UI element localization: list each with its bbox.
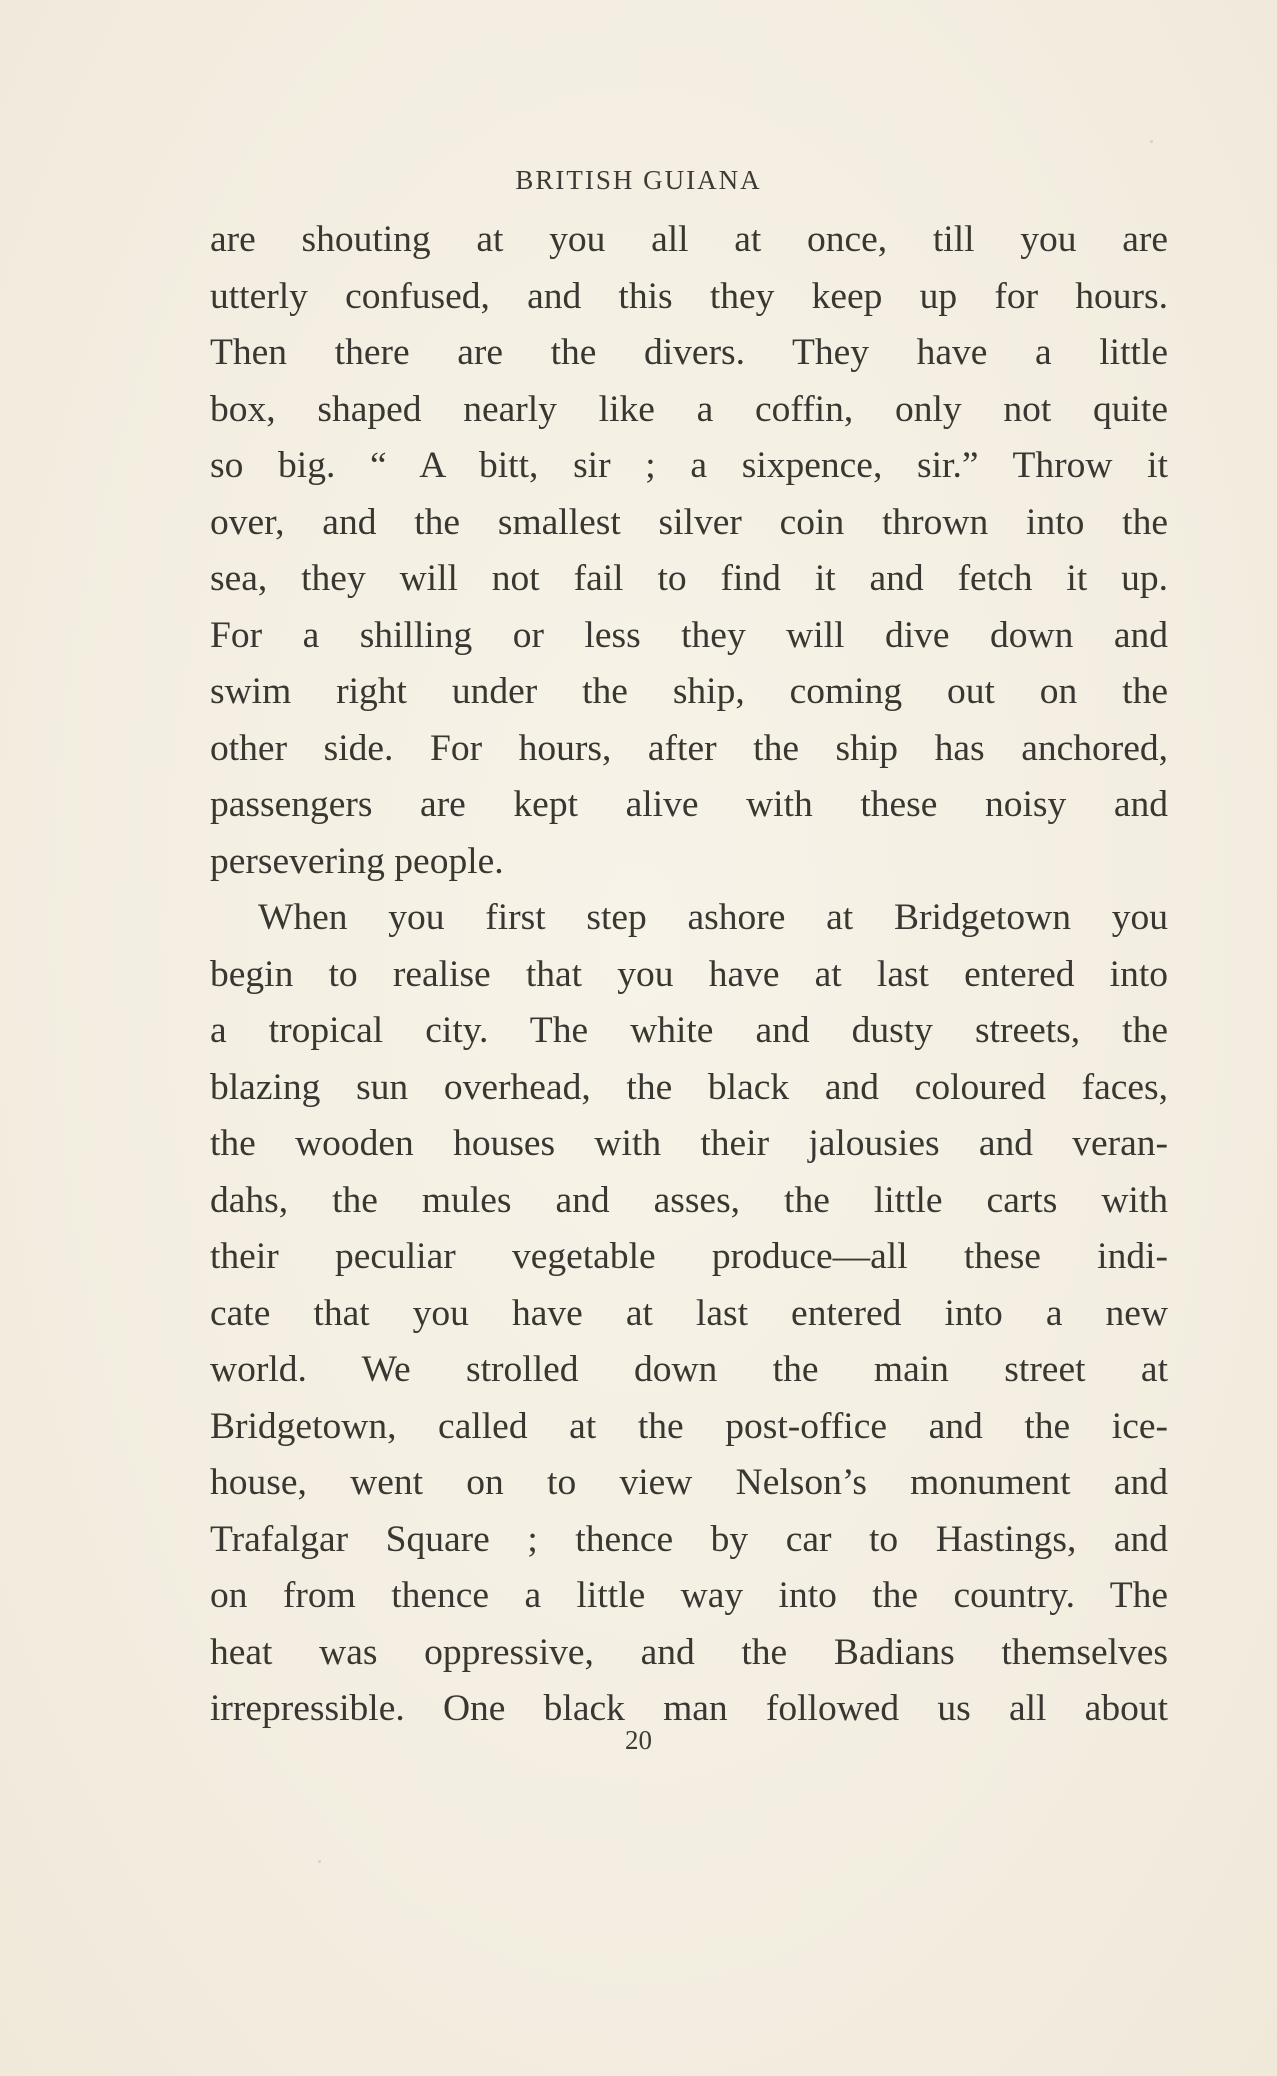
text-line: over, and the smallest silver coin thrown into the [210, 501, 1168, 543]
text-line: cate that you have at last entered into a new [210, 1292, 1168, 1334]
text-line: Trafalgar Square ; thence by car to Hastings, and [210, 1518, 1168, 1560]
page-number: 20 [625, 1725, 652, 1755]
running-head: BRITISH GUIANA [515, 165, 762, 195]
text-line-paragraph-start: When you first step ashore at Bridgetown you [258, 897, 1168, 938]
text-line: Then there are the divers. They have a little [210, 332, 1168, 373]
text-line: the wooden houses with their jalousies and veran- [210, 1123, 1168, 1164]
text-line: world. We strolled down the main street at [210, 1349, 1168, 1390]
paper-speck [1150, 140, 1153, 143]
text-line: utterly confused, and this they keep up for hours. [210, 275, 1168, 317]
text-line-paragraph-end: persevering people. [210, 840, 504, 882]
text-line: passengers are kept alive with these noisy and [210, 784, 1168, 825]
text-line: For a shilling or less they will dive down and [210, 614, 1168, 656]
text-line: sea, they will not fail to find it and fetch it up. [210, 558, 1168, 599]
text-line: other side. For hours, after the ship has anchored, [210, 727, 1168, 769]
text-line: Bridgetown, called at the post-office and the ice- [210, 1405, 1168, 1447]
text-line: dahs, the mules and asses, the little carts with [210, 1179, 1168, 1221]
body-text [210, 212, 1168, 1738]
text-line: irrepressible. One black man followed us all about [210, 1688, 1168, 1729]
text-line: heat was oppressive, and the Badians themselves [210, 1631, 1168, 1673]
text-line: so big. “ A bitt, sir ; a sixpence, sir.” Throw it [210, 445, 1168, 486]
paper-speck [318, 1860, 321, 1863]
text-line: begin to realise that you have at last entered into [210, 953, 1168, 995]
text-line: swim right under the ship, coming out on the [210, 671, 1168, 712]
text-line: blazing sun overhead, the black and coloured faces, [210, 1066, 1168, 1108]
text-line: box, shaped nearly like a coffin, only not quite [210, 388, 1168, 430]
text-line: their peculiar vegetable produce—all these indi- [210, 1236, 1168, 1277]
text-line: on from thence a little way into the country. The [210, 1575, 1168, 1616]
text-line: house, went on to view Nelson’s monument and [210, 1462, 1168, 1503]
text-line: are shouting at you all at once, till you are [210, 219, 1168, 260]
text-line: a tropical city. The white and dusty streets, the [210, 1010, 1168, 1051]
